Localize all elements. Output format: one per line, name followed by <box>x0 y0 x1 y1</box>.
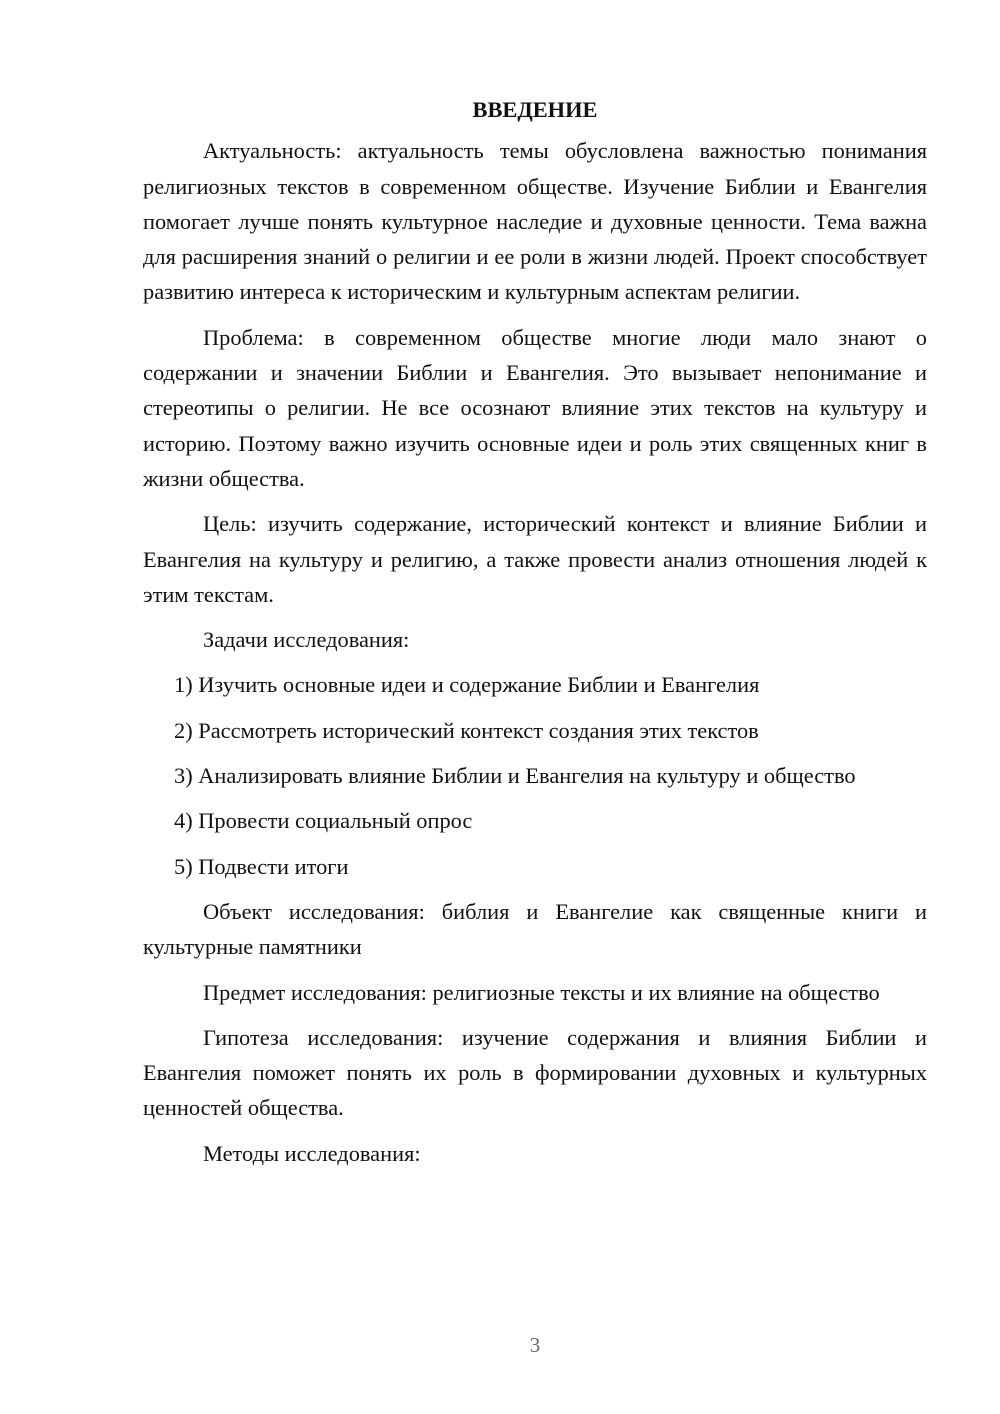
problem-paragraph: Проблема: в современном обществе многие люди мало знают о содержании и значении Библии и Евангелия. Это вызывает непонимание и стереотипы о религии. Не все осознают влияние этих текстов на культуру и историю. Поэтому важно изучить основные идеи и роль этих священных книг в жизни общества. <box>143 324 927 491</box>
hypothesis-paragraph: Гипотеза исследования: изучение содержания и влияния Библии и Евангелия поможет понять их роль в формировании духовных и культурных ценностей общества. <box>143 1024 927 1121</box>
methods-paragraph: Методы исследования: <box>203 1140 421 1166</box>
tasks-heading: Задачи исследования: <box>203 627 410 653</box>
task-item: 5) Подвести итоги <box>174 853 349 879</box>
task-item: 2) Рассмотреть исторический контекст создания этих текстов <box>174 717 759 743</box>
page-number: 3 <box>529 1333 541 1357</box>
goal-paragraph: Цель: изучить содержание, исторический контекст и влияние Библии и Евангелия на культуру и религию, а также провести анализ отношения людей к этим текстам. <box>143 511 927 607</box>
page-content <box>143 92 927 1181</box>
task-item: 1) Изучить основные идеи и содержание Библии и Евангелия <box>174 672 760 698</box>
task-item: 3) Анализировать влияние Библии и Евангелия на культуру и общество <box>174 763 856 789</box>
task-item: 4) Провести социальный опрос <box>174 808 473 834</box>
object-paragraph: Объект исследования: библия и Евангелие как священные книги и культурные памятники <box>143 898 927 960</box>
subject-paragraph: Предмет исследования: религиозные тексты и их влияние на общество <box>203 979 880 1005</box>
relevance-paragraph: Актуальность: актуальность темы обусловлена важностью понимания религиозных текстов в современном обществе. Изучение Библии и Евангелия помогает лучше понять культурное наследие и духовные ценности. Тема важна для расширения знаний о религии и ее роли в жизни людей. Проект способствует развитию интереса к историческим и культурным аспектам религии. <box>143 138 927 305</box>
section-heading: ВВЕДЕНИЕ <box>472 97 598 122</box>
